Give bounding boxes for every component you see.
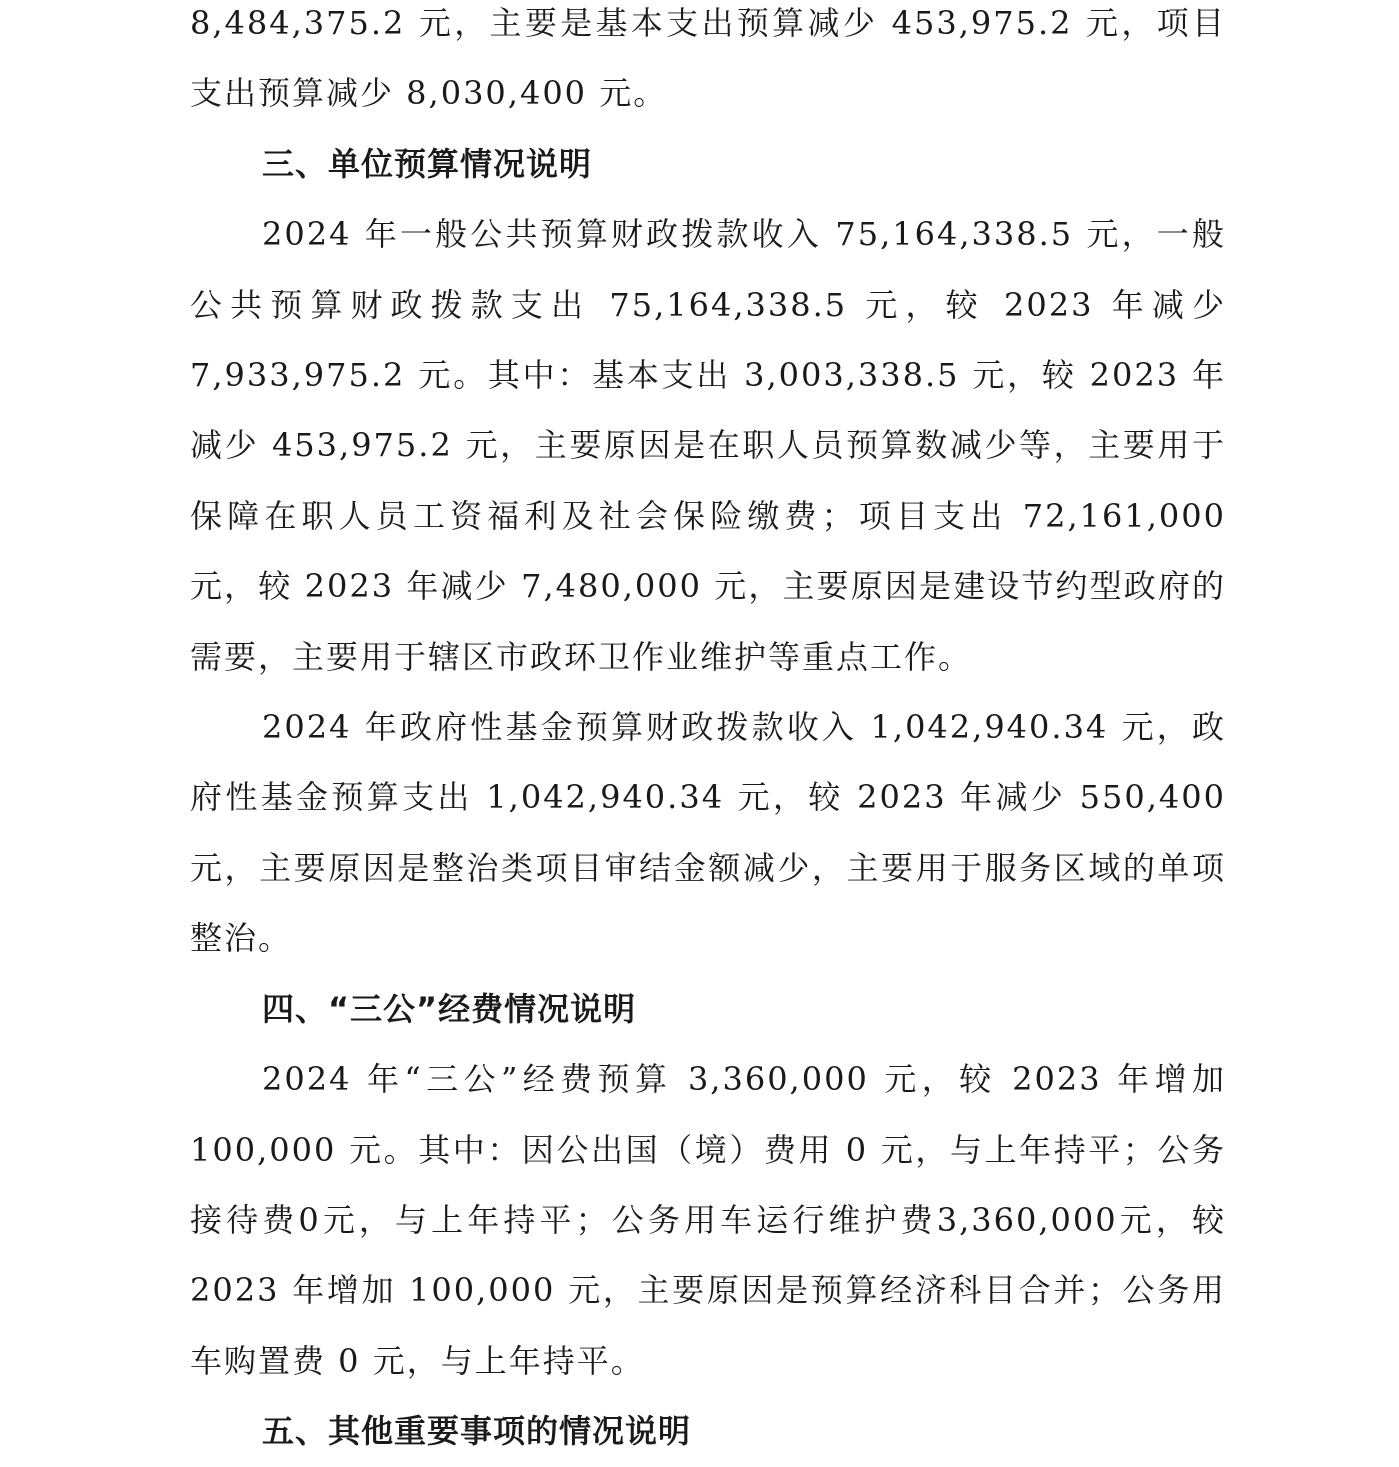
paragraph-general-public-budget: 2024 年一般公共预算财政拨款收入 75,164,338.5 元，一般公共预算财政拨款支出 75,164,338.5 元，较 2023 年减少 7,933,975.2 元。其中：基本支出 3,003,338.5 元，较 2023 年减少 453,975.2 元，主要原因是在职人员预算数减少等，主要用于保障在职人员工资福利及社会保险缴费；项目支出 72,161,000 元，较 2023 年减少 7,480,000 元，主要原因是建设节约型政府的需要，主要用于辖区市政环卫作业维护等重点工作。 — [190, 215, 1226, 676]
section-heading-three-public-expenses: 四、“三公”经费情况说明 — [262, 989, 637, 1028]
paragraph-budget-reduction-summary: 8,484,375.2 元，主要是基本支出预算减少 453,975.2 元，项目支出预算减少 8,030,400 元。 — [190, 4, 1226, 113]
paragraph-three-public-expenses: 2024 年“三公”经费预算 3,360,000 元，较 2023 年增加 100,000 元。其中：因公出国（境）费用 0 元，与上年持平；公务接待费0元，与上年持平；公务用车运行维护费3,360,000元，较 2023 年增加 100,000 元，主要原因是预算经济科目合并；公务用车购置费 0 元，与上年持平。 — [190, 1060, 1226, 1380]
paragraph-government-fund-budget: 2024 年政府性基金预算财政拨款收入 1,042,940.34 元，政府性基金预算支出 1,042,940.34 元，较 2023 年减少 550,400 元，主要原因是整治类项目审结金额减少，主要用于服务区域的单项整治。 — [190, 708, 1226, 958]
section-heading-unit-budget: 三、单位预算情况说明 — [262, 144, 593, 183]
document-page — [190, 0, 1226, 1467]
section-heading-other-matters: 五、其他重要事项的情况说明 — [262, 1412, 692, 1451]
